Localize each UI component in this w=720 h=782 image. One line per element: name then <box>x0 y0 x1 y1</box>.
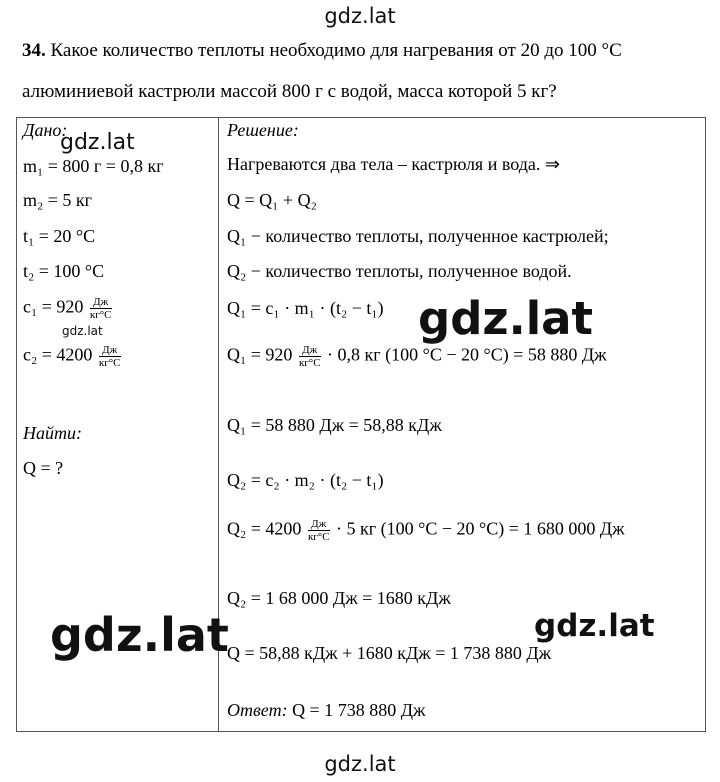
solution-line-2: Q = Q₁ + Q₂ <box>227 190 317 210</box>
unit-numerator: Дж <box>99 344 121 357</box>
solution-line-5: Q₁ = c₁ · m₁ · (t₂ − t₁) <box>227 298 384 318</box>
given-m1: m₁ = 800 г = 0,8 кг <box>23 156 164 176</box>
watermark-given: gdz.lat <box>60 130 135 155</box>
answer-label: Ответ: <box>227 700 288 720</box>
unit-numerator: Дж <box>299 344 321 357</box>
unit-denominator: кг°С <box>307 531 330 543</box>
find-header: Найти: <box>23 423 82 443</box>
given-t1: t₁ = 20 °С <box>23 226 96 246</box>
solution-line-8: Q₂ = c₂ · m₂ · (t₂ − t₁) <box>227 470 384 490</box>
solution-line-6-prefix: Q₁ = 920 <box>227 344 293 365</box>
problem-line-2: алюминиевой кастрюли массой 800 г с водой, масса которой 5 кг? <box>22 81 557 102</box>
given-m2: m₂ = 5 кг <box>23 190 93 210</box>
unit-fraction <box>299 344 321 369</box>
solution-line-9 <box>227 518 625 543</box>
watermark-big-right: gdz.lat <box>418 292 594 345</box>
given-c1-value: c₁ = 920 <box>23 296 84 317</box>
find-value: Q = ? <box>23 458 64 478</box>
answer-value: Q = 1 738 880 Дж <box>292 700 426 720</box>
unit-numerator: Дж <box>90 296 112 309</box>
given-c2-value: c₂ = 4200 <box>23 344 93 365</box>
watermark-given-small: gdz.lat <box>62 324 103 338</box>
solution-answer <box>227 700 425 721</box>
unit-denominator: кг°С <box>89 309 112 321</box>
solution-line-7: Q₁ = 58 880 Дж = 58,88 кДж <box>227 415 442 435</box>
solution-line-9-prefix: Q₂ = 4200 <box>227 518 302 539</box>
unit-fraction <box>99 344 121 369</box>
problem-statement <box>22 30 702 112</box>
given-header: Дано: <box>23 120 68 140</box>
solution-line-6 <box>227 344 607 369</box>
solution-line-4: Q₂ − количество теплоты, полученное водой. <box>227 261 572 281</box>
solution-line-3: Q₁ − количество теплоты, полученное кастрюлей; <box>227 226 609 246</box>
problem-line-1: Какое количество теплоты необходимо для нагревания от 20 до 100 °С <box>50 40 622 61</box>
given-c2 <box>23 344 123 369</box>
solution-line-11: Q = 58,88 кДж + 1680 кДж = 1 738 880 Дж <box>227 643 552 663</box>
unit-fraction <box>308 518 330 543</box>
unit-denominator: кг°С <box>298 357 321 369</box>
watermark-top: gdz.lat <box>324 4 396 28</box>
solution-line-9-suffix: · 5 кг (100 °С − 20 °С) = 1 680 000 Дж <box>336 518 625 539</box>
watermark-bottom: gdz.lat <box>324 752 396 776</box>
given-c1 <box>23 296 114 321</box>
given-t2: t₂ = 100 °С <box>23 261 105 281</box>
solution-line-10: Q₂ = 1 68 000 Дж = 1680 кДж <box>227 588 451 608</box>
unit-denominator: кг°С <box>98 357 121 369</box>
solution-header: Решение: <box>227 120 299 140</box>
unit-numerator: Дж <box>308 518 330 531</box>
problem-number: 34. <box>22 40 46 61</box>
solution-line-1: Нагреваются два тела – кастрюля и вода. ⇒ <box>227 154 560 174</box>
watermark-big-left: gdz.lat <box>50 608 229 662</box>
watermark-right: gdz.lat <box>534 608 655 644</box>
unit-fraction <box>90 296 112 321</box>
solution-line-6-suffix: · 0,8 кг (100 °С − 20 °С) = 58 880 Дж <box>327 344 607 365</box>
